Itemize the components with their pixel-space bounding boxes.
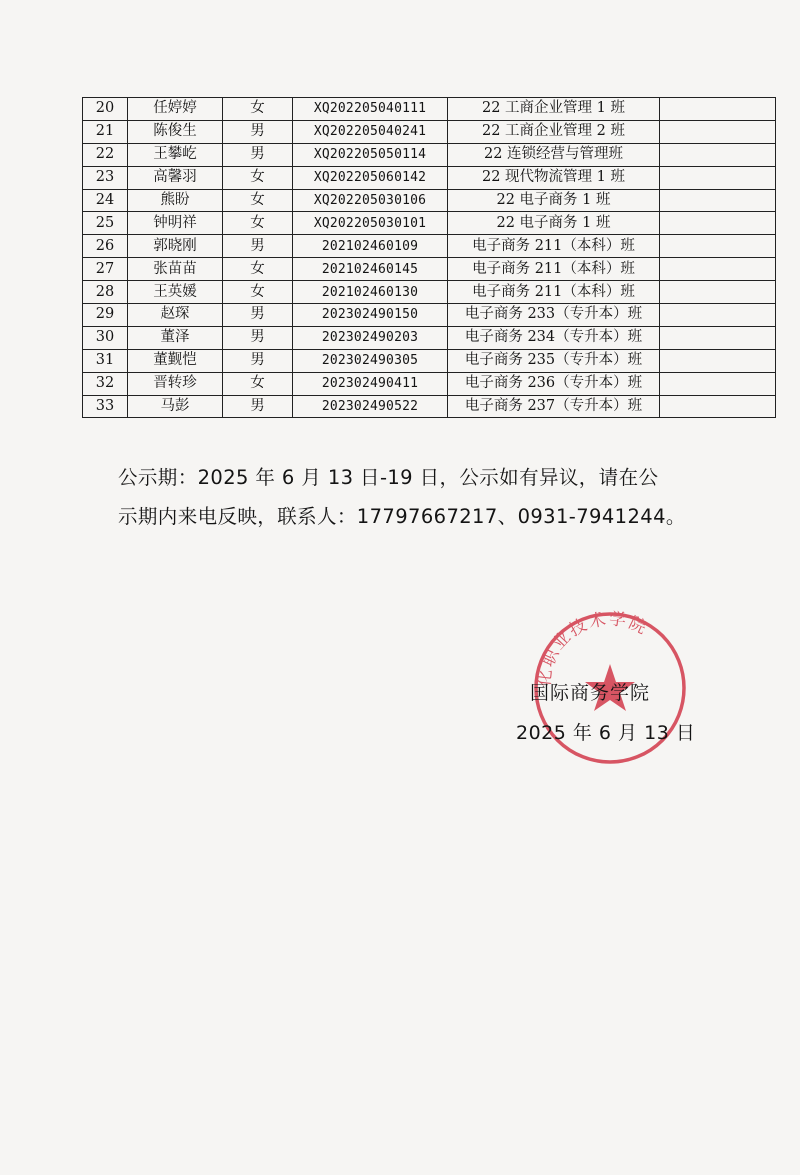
cell-index: 20 xyxy=(83,98,128,121)
table-row xyxy=(83,258,776,281)
cell-index: 31 xyxy=(83,349,128,372)
cell-student-id: XQ202205030101 xyxy=(293,212,448,235)
table-row xyxy=(83,326,776,349)
cell-student-id: 202102460145 xyxy=(293,258,448,281)
cell-name: 张苗苗 xyxy=(128,258,223,281)
table-row xyxy=(83,143,776,166)
cell-index: 24 xyxy=(83,189,128,212)
table-row xyxy=(83,212,776,235)
roster-body xyxy=(83,98,776,418)
cell-gender: 男 xyxy=(223,349,293,372)
cell-class: 电子商务 211（本科）班 xyxy=(448,258,660,281)
cell-gender: 女 xyxy=(223,212,293,235)
cell-index: 23 xyxy=(83,166,128,189)
cell-remark xyxy=(660,395,776,418)
cell-student-id: XQ202205050114 xyxy=(293,143,448,166)
cell-gender: 男 xyxy=(223,326,293,349)
cell-class: 电子商务 237（专升本）班 xyxy=(448,395,660,418)
cell-student-id: 202302490411 xyxy=(293,372,448,395)
cell-student-id: 202302490203 xyxy=(293,326,448,349)
cell-class: 电子商务 234（专升本）班 xyxy=(448,326,660,349)
notice-line-2: 示期内来电反映，联系人：17797667217、0931-7941244。 xyxy=(118,505,686,528)
cell-student-id: 202302490150 xyxy=(293,304,448,327)
issuer-name: 国际商务学院 xyxy=(530,682,651,704)
cell-name: 董觐恺 xyxy=(128,349,223,372)
notice-line-1: 公示期：2025 年 6 月 13 日-19 日，公示如有异议，请在公 xyxy=(118,466,659,489)
cell-gender: 女 xyxy=(223,372,293,395)
cell-gender: 女 xyxy=(223,258,293,281)
cell-name: 赵琛 xyxy=(128,304,223,327)
table-row xyxy=(83,304,776,327)
student-roster-table xyxy=(82,97,776,418)
issue-date: 2025 年 6 月 13 日 xyxy=(516,722,696,744)
cell-class: 22 连锁经营与管理班 xyxy=(448,143,660,166)
table-row xyxy=(83,166,776,189)
cell-name: 晋转珍 xyxy=(128,372,223,395)
cell-gender: 男 xyxy=(223,120,293,143)
cell-remark xyxy=(660,98,776,121)
cell-name: 任婷婷 xyxy=(128,98,223,121)
cell-index: 30 xyxy=(83,326,128,349)
cell-index: 33 xyxy=(83,395,128,418)
cell-index: 29 xyxy=(83,304,128,327)
cell-remark xyxy=(660,304,776,327)
table-row xyxy=(83,395,776,418)
cell-remark xyxy=(660,349,776,372)
cell-gender: 女 xyxy=(223,189,293,212)
cell-index: 25 xyxy=(83,212,128,235)
cell-remark xyxy=(660,235,776,258)
cell-name: 董泽 xyxy=(128,326,223,349)
publicity-notice xyxy=(118,458,698,536)
cell-student-id: XQ202205060142 xyxy=(293,166,448,189)
cell-remark xyxy=(660,258,776,281)
table-row xyxy=(83,349,776,372)
table-row xyxy=(83,235,776,258)
cell-name: 王英媛 xyxy=(128,281,223,304)
table-row xyxy=(83,98,776,121)
cell-gender: 男 xyxy=(223,235,293,258)
cell-index: 22 xyxy=(83,143,128,166)
cell-student-id: XQ202205030106 xyxy=(293,189,448,212)
cell-student-id: XQ202205040241 xyxy=(293,120,448,143)
cell-gender: 男 xyxy=(223,143,293,166)
cell-class: 电子商务 233（专升本）班 xyxy=(448,304,660,327)
cell-index: 28 xyxy=(83,281,128,304)
cell-index: 27 xyxy=(83,258,128,281)
table-row xyxy=(83,281,776,304)
cell-remark xyxy=(660,120,776,143)
cell-class: 22 电子商务 1 班 xyxy=(448,189,660,212)
cell-class: 22 电子商务 1 班 xyxy=(448,212,660,235)
cell-remark xyxy=(660,281,776,304)
cell-remark xyxy=(660,143,776,166)
cell-class: 电子商务 211（本科）班 xyxy=(448,281,660,304)
cell-class: 电子商务 236（专升本）班 xyxy=(448,372,660,395)
cell-class: 电子商务 211（本科）班 xyxy=(448,235,660,258)
cell-name: 郭晓刚 xyxy=(128,235,223,258)
cell-remark xyxy=(660,212,776,235)
table-row xyxy=(83,372,776,395)
cell-name: 高馨羽 xyxy=(128,166,223,189)
cell-class: 电子商务 235（专升本）班 xyxy=(448,349,660,372)
cell-student-id: 202102460109 xyxy=(293,235,448,258)
cell-gender: 女 xyxy=(223,98,293,121)
cell-remark xyxy=(660,372,776,395)
cell-student-id: XQ202205040111 xyxy=(293,98,448,121)
cell-index: 26 xyxy=(83,235,128,258)
cell-remark xyxy=(660,166,776,189)
cell-student-id: 202102460130 xyxy=(293,281,448,304)
cell-student-id: 202302490522 xyxy=(293,395,448,418)
cell-name: 熊盼 xyxy=(128,189,223,212)
cell-gender: 男 xyxy=(223,304,293,327)
cell-class: 22 工商企业管理 1 班 xyxy=(448,98,660,121)
table-row xyxy=(83,120,776,143)
cell-index: 32 xyxy=(83,372,128,395)
cell-remark xyxy=(660,326,776,349)
cell-name: 马彭 xyxy=(128,395,223,418)
cell-remark xyxy=(660,189,776,212)
cell-class: 22 现代物流管理 1 班 xyxy=(448,166,660,189)
cell-class: 22 工商企业管理 2 班 xyxy=(448,120,660,143)
cell-name: 王攀屹 xyxy=(128,143,223,166)
svg-text:化职业技术学院: 化职业技术学院 xyxy=(534,609,652,688)
cell-name: 陈俊生 xyxy=(128,120,223,143)
cell-gender: 女 xyxy=(223,166,293,189)
cell-index: 21 xyxy=(83,120,128,143)
cell-name: 钟明祥 xyxy=(128,212,223,235)
table-row xyxy=(83,189,776,212)
cell-student-id: 202302490305 xyxy=(293,349,448,372)
cell-gender: 男 xyxy=(223,395,293,418)
cell-gender: 女 xyxy=(223,281,293,304)
